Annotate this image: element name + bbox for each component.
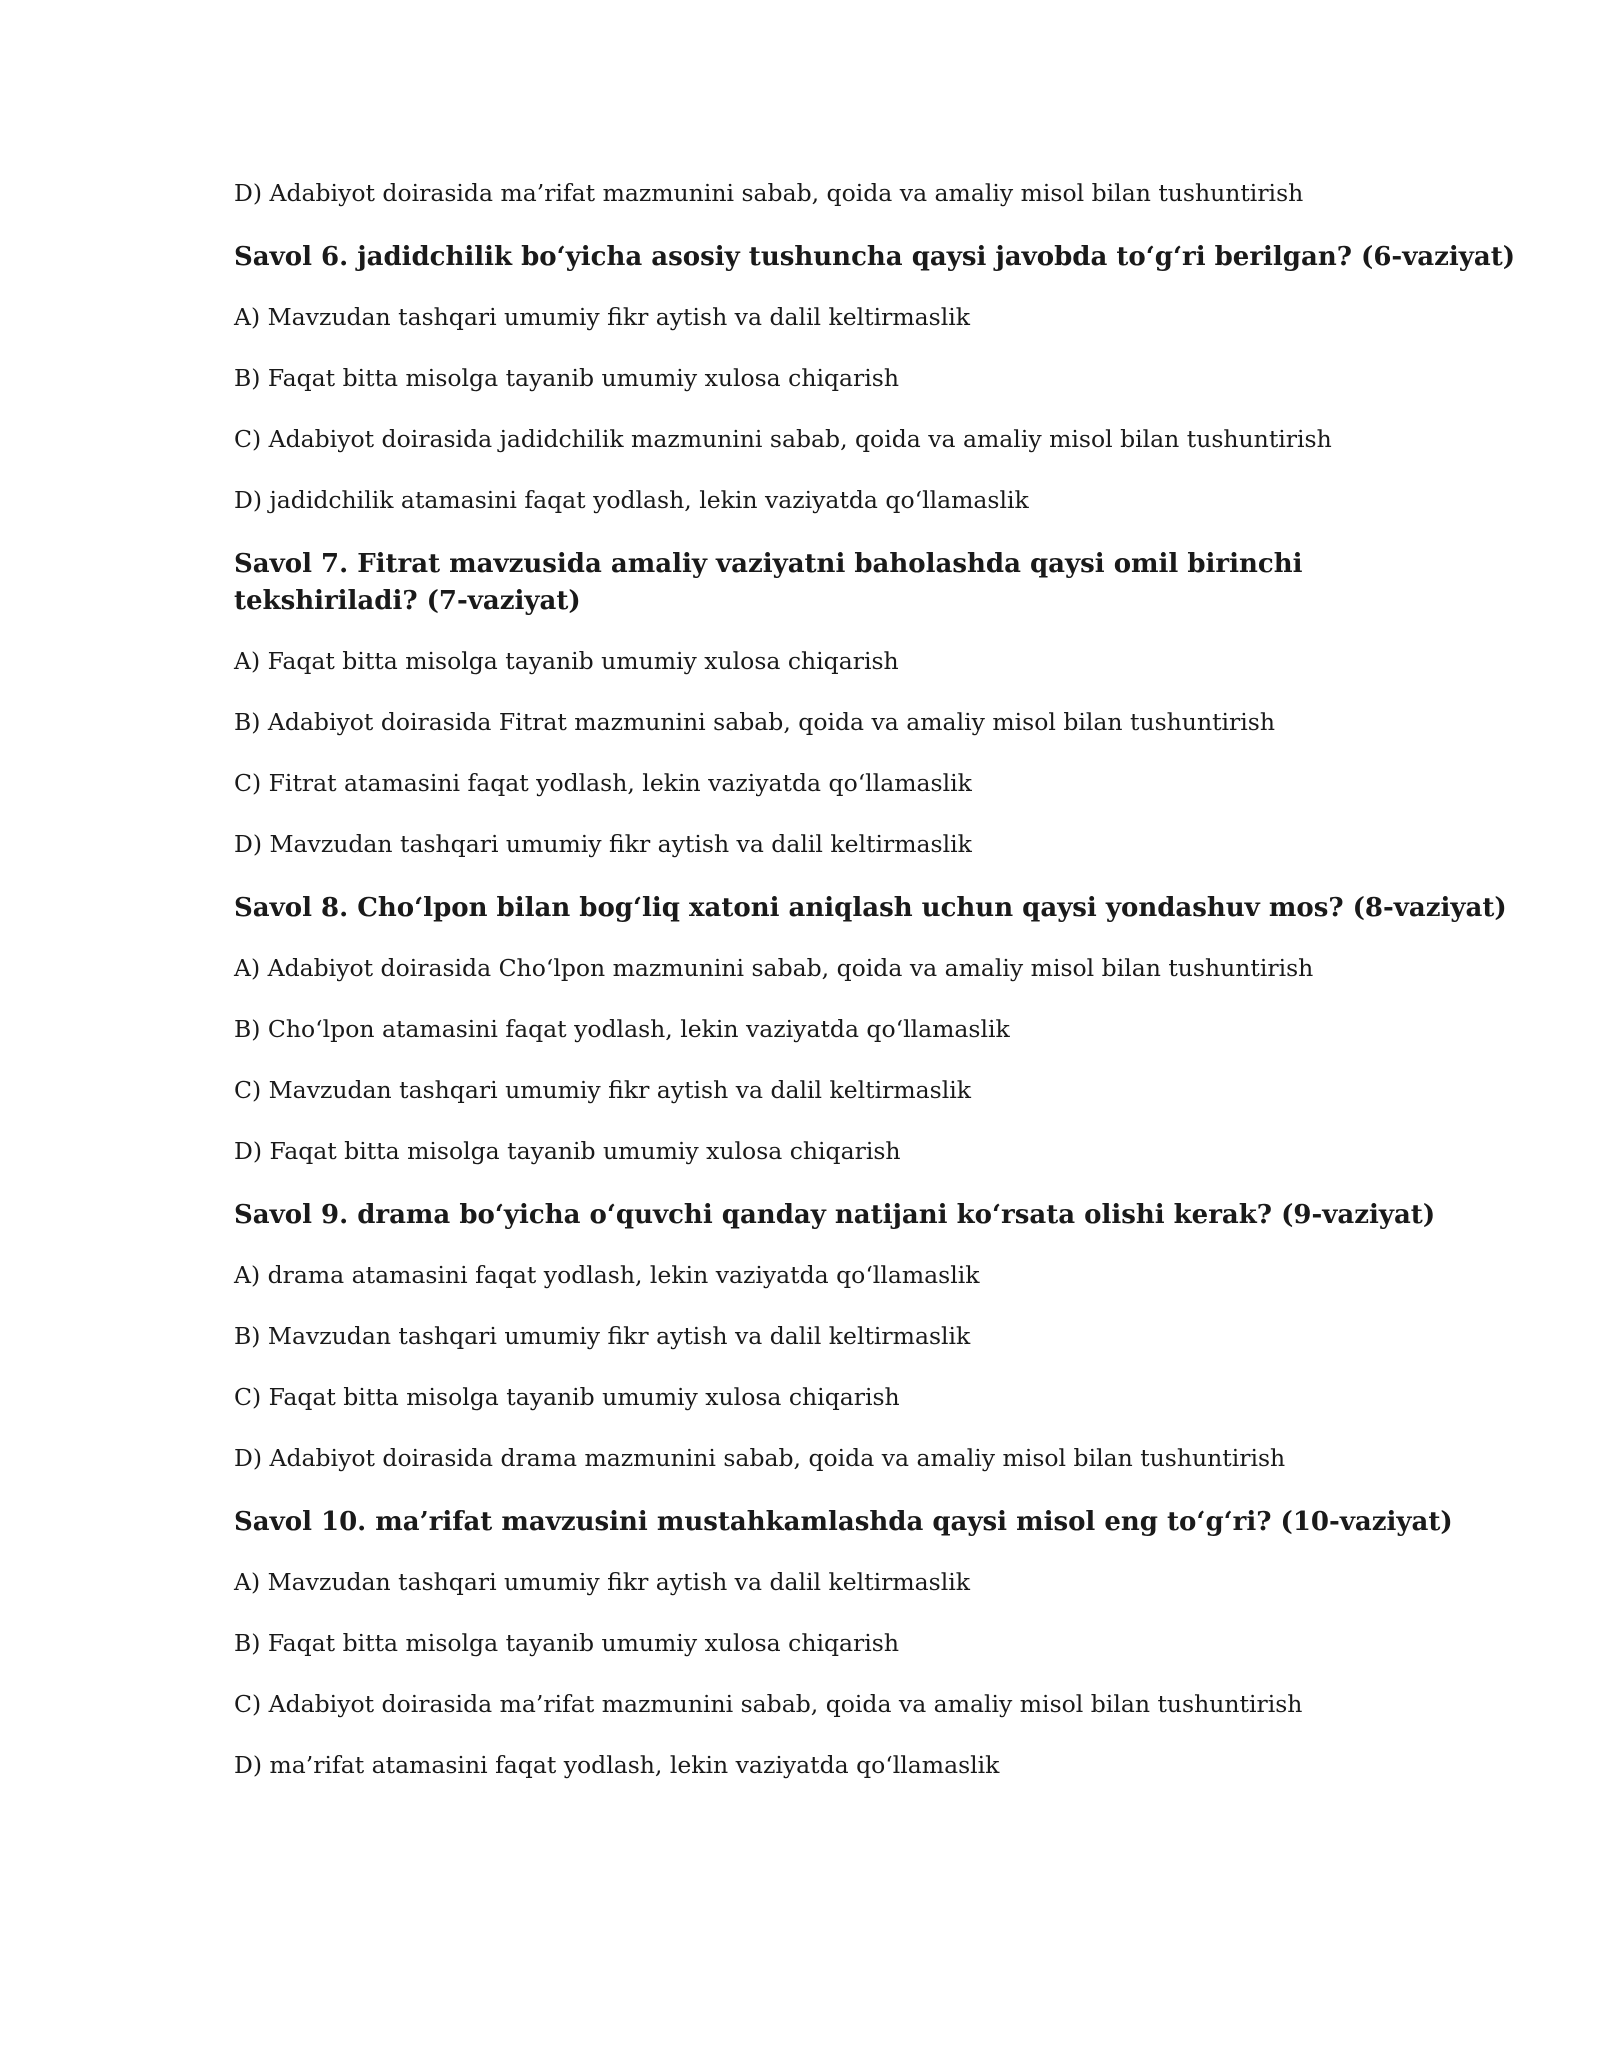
answer-option-d: D) Mavzudan tashqari umumiy fikr aytish va dalil keltirmaslik bbox=[234, 830, 972, 858]
question-title: Savol 8. Cho‘lpon bilan bog‘liq xatoni aniqlash uchun qaysi yondashuv mos? (8-vaziyat) bbox=[234, 893, 1507, 923]
question-title: Savol 9. drama bo‘yicha o‘quvchi qanday natijani ko‘rsata olishi kerak? (9-vaziyat) bbox=[234, 1200, 1436, 1230]
document-page bbox=[234, 178, 1516, 1811]
answer-option-c: C) Faqat bitta misolga tayanib umumiy xulosa chiqarish bbox=[234, 1383, 900, 1411]
answer-option-c: C) Adabiyot doirasida ma’rifat mazmunini sabab, qoida va amaliy misol bilan tushuntirish bbox=[234, 1690, 1303, 1718]
answer-option-c: C) Fitrat atamasini faqat yodlash, lekin vaziyatda qo‘llamaslik bbox=[234, 769, 972, 797]
answer-option-b: B) Cho‘lpon atamasini faqat yodlash, lekin vaziyatda qo‘llamaslik bbox=[234, 1015, 1010, 1043]
answer-option-a: A) Adabiyot doirasida Cho‘lpon mazmunini sabab, qoida va amaliy misol bilan tushuntirish bbox=[234, 954, 1314, 982]
answer-option-c: C) Mavzudan tashqari umumiy fikr aytish va dalil keltirmaslik bbox=[234, 1076, 972, 1104]
answer-option-a: A) Faqat bitta misolga tayanib umumiy xulosa chiqarish bbox=[234, 647, 899, 675]
answer-option-c: C) Adabiyot doirasida jadidchilik mazmunini sabab, qoida va amaliy misol bilan tushuntirish bbox=[234, 425, 1332, 453]
answer-option-a: A) drama atamasini faqat yodlash, lekin vaziyatda qo‘llamaslik bbox=[234, 1261, 980, 1289]
answer-option-a: A) Mavzudan tashqari umumiy fikr aytish va dalil keltirmaslik bbox=[234, 1568, 970, 1596]
question-title: Savol 10. ma’rifat mavzusini mustahkamlashda qaysi misol eng to‘g‘ri? (10-vaziyat) bbox=[234, 1507, 1453, 1537]
answer-option-b: B) Adabiyot doirasida Fitrat mazmunini sabab, qoida va amaliy misol bilan tushuntirish bbox=[234, 708, 1275, 736]
question-block-9 bbox=[234, 1197, 1436, 1473]
answer-option-d: D) jadidchilik atamasini faqat yodlash, lekin vaziyatda qo‘llamaslik bbox=[234, 486, 1029, 514]
question-block-7 bbox=[234, 546, 1384, 859]
answer-option-d: D) Adabiyot doirasida drama mazmunini sabab, qoida va amaliy misol bilan tushuntirish bbox=[234, 1444, 1286, 1472]
question-title: Savol 7. Fitrat mavzusida amaliy vaziyatni baholashda qaysi omil birinchi tekshiriladi? (7-vaziyat) bbox=[234, 549, 1303, 616]
answer-option-b: B) Faqat bitta misolga tayanib umumiy xulosa chiqarish bbox=[234, 1629, 899, 1657]
answer-option-a: A) Mavzudan tashqari umumiy fikr aytish va dalil keltirmaslik bbox=[234, 303, 970, 331]
question-block-8 bbox=[234, 890, 1507, 1166]
answer-option: D) Adabiyot doirasida ma’rifat mazmunini sabab, qoida va amaliy misol bilan tushuntirish bbox=[234, 179, 1304, 207]
answer-option-d: D) Faqat bitta misolga tayanib umumiy xulosa chiqarish bbox=[234, 1137, 901, 1165]
answer-option-d: D) ma’rifat atamasini faqat yodlash, lekin vaziyatda qo‘llamaslik bbox=[234, 1751, 1000, 1779]
answer-option-b: B) Mavzudan tashqari umumiy fikr aytish va dalil keltirmaslik bbox=[234, 1322, 971, 1350]
question-block-10 bbox=[234, 1504, 1453, 1780]
answer-option-b: B) Faqat bitta misolga tayanib umumiy xulosa chiqarish bbox=[234, 364, 899, 392]
question-block-6 bbox=[234, 239, 1516, 515]
question-title: Savol 6. jadidchilik bo‘yicha asosiy tushuncha qaysi javobda to‘g‘ri berilgan? (6-vaziyat) bbox=[234, 242, 1516, 272]
